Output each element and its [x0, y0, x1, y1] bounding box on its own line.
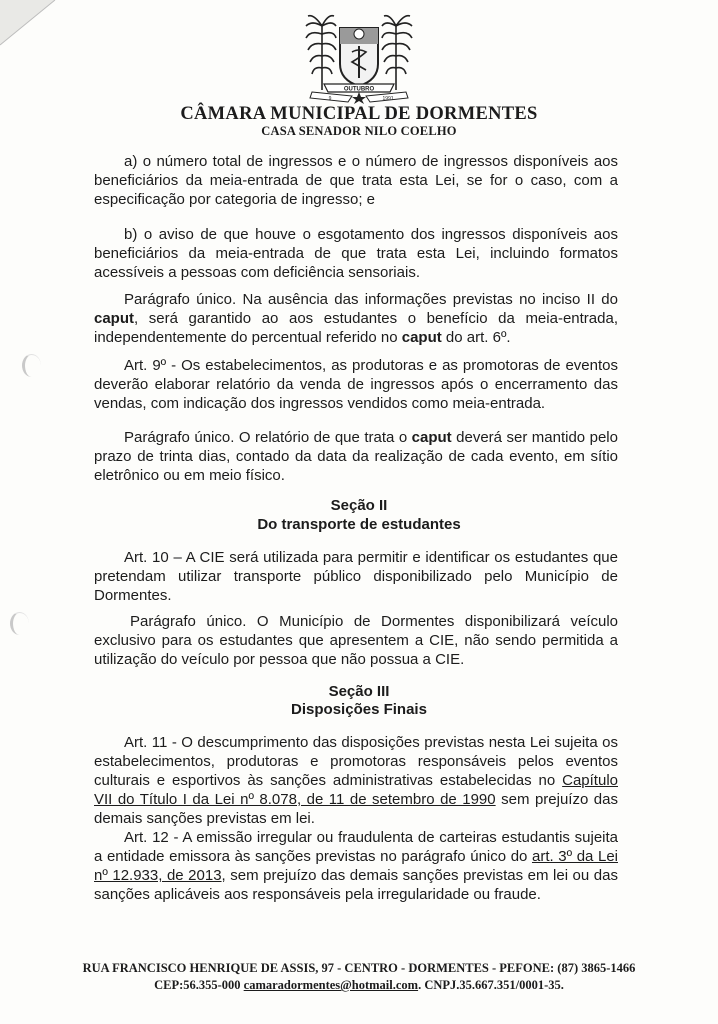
- law-reference-link[interactable]: Capítulo VII do Título I da Lei nº 8.078, de 11 de setembro de 1990: [94, 772, 618, 808]
- section-2-subtitle: Do transporte de estudantes: [257, 516, 461, 533]
- text-run: , sem prejuízo das demais sanções previstas em lei ou das sanções aplicáveis aos responsáveis pela irregularidade ou fraude.: [94, 867, 618, 903]
- punch-hole-bottom: [10, 612, 29, 635]
- law-reference-link[interactable]: art. 3º da Lei nº 12.933, de 2013: [94, 848, 618, 884]
- footer-address: RUA FRANCISCO HENRIQUE DE ASSIS, 97 - CENTRO - DORMENTES - PEFONE: (87) 3865-1466: [82, 961, 636, 975]
- item-b: b) o aviso de que houve o esgotamento dos ingressos disponíveis aos beneficiários da meia-entrada de que trata esta Lei, incluindo formatos acessíveis a pessoas com deficiência sensoriais.: [94, 226, 618, 281]
- crest-banner-text: OUTUBRO: [343, 86, 375, 93]
- paragraph-unico-1: [94, 290, 618, 347]
- caput-bold: caput: [94, 310, 135, 327]
- article-11: [94, 733, 618, 828]
- footer-cep: CEP:56.355-000: [154, 978, 244, 992]
- footer-cnpj: . CNPJ.35.667.351/0001-35.: [418, 978, 564, 992]
- text-run: Parágrafo único. Na ausência das informações previstas no inciso II do: [124, 291, 618, 308]
- folded-corner: [0, 0, 60, 50]
- text-run: Art. 12 - A emissão irregular ou fraudulenta de carteiras estudantis sujeita a entidade emissora às sanções previstas no parágrafo único do: [94, 829, 618, 865]
- article-12: [94, 828, 618, 904]
- text-run: do art. 6º.: [441, 329, 511, 346]
- crest-right-number: 1991: [382, 96, 394, 102]
- paragraph-unico-3: Parágrafo único. O Município de Dormentes disponibilizará veículo exclusivo para os estudantes que apresentem a CIE, não sendo permitida a utilização do veículo por pessoa que não possua a CIE.: [94, 613, 618, 668]
- text-run: deverá ser mantido pelo prazo de trinta dias, contado da data da realização de cada evento, em sítio eletrônico ou em meio físico.: [94, 429, 618, 484]
- footer-email-link[interactable]: camaradormentes@hotmail.com: [243, 978, 419, 992]
- municipal-crest-logo: [304, 12, 414, 104]
- article-10: Art. 10 – A CIE será utilizada para permitir e identificar os estudantes que pretendam utilizar transporte público disponibilizado pelo Município de Dormentes.: [94, 549, 618, 604]
- page-subtitle: CASA SENADOR NILO COELHO: [261, 124, 457, 138]
- page-title: CÂMARA MUNICIPAL DE DORMENTES: [180, 104, 538, 124]
- item-a: a) o número total de ingressos e o número de ingressos disponíveis aos beneficiários da meia-entrada de que trata esta Lei, se for o caso, com a especificação por categoria de ingresso; e: [94, 153, 618, 208]
- text-run: Art. 11 - O descumprimento das disposições previstas nesta Lei sujeita os estabelecimentos, produtoras e promotoras responsáveis pelos eventos culturais e esportivos às sanções administrativas estabelecidas no: [94, 734, 618, 789]
- punch-hole-top: [22, 354, 41, 377]
- section-2-title: Seção II: [330, 497, 388, 514]
- text-run: Parágrafo único. O relatório de que trata o: [124, 429, 412, 446]
- paragraph-unico-2: [94, 428, 618, 485]
- footer-contact: [0, 978, 718, 993]
- article-9: Art. 9º - Os estabelecimentos, as produtoras e as promotoras de eventos deverão elaborar relatório da venda de ingressos após o encerramento das vendas, com indicação dos ingressos vendidos como meia-entrada.: [94, 357, 618, 412]
- star-icon: [352, 92, 366, 104]
- crest-left-number: 9: [328, 96, 332, 102]
- caput-bold: caput: [401, 329, 442, 346]
- text-run: sem prejuízo das demais sanções previstas em lei.: [94, 791, 618, 827]
- caput-bold: caput: [411, 429, 452, 446]
- section-3-subtitle: Disposições Finais: [291, 701, 427, 718]
- text-run: , será garantido ao aos estudantes o benefício da meia-entrada, independentemente do percentual referido no: [94, 310, 618, 346]
- section-3-title: Seção III: [328, 683, 390, 700]
